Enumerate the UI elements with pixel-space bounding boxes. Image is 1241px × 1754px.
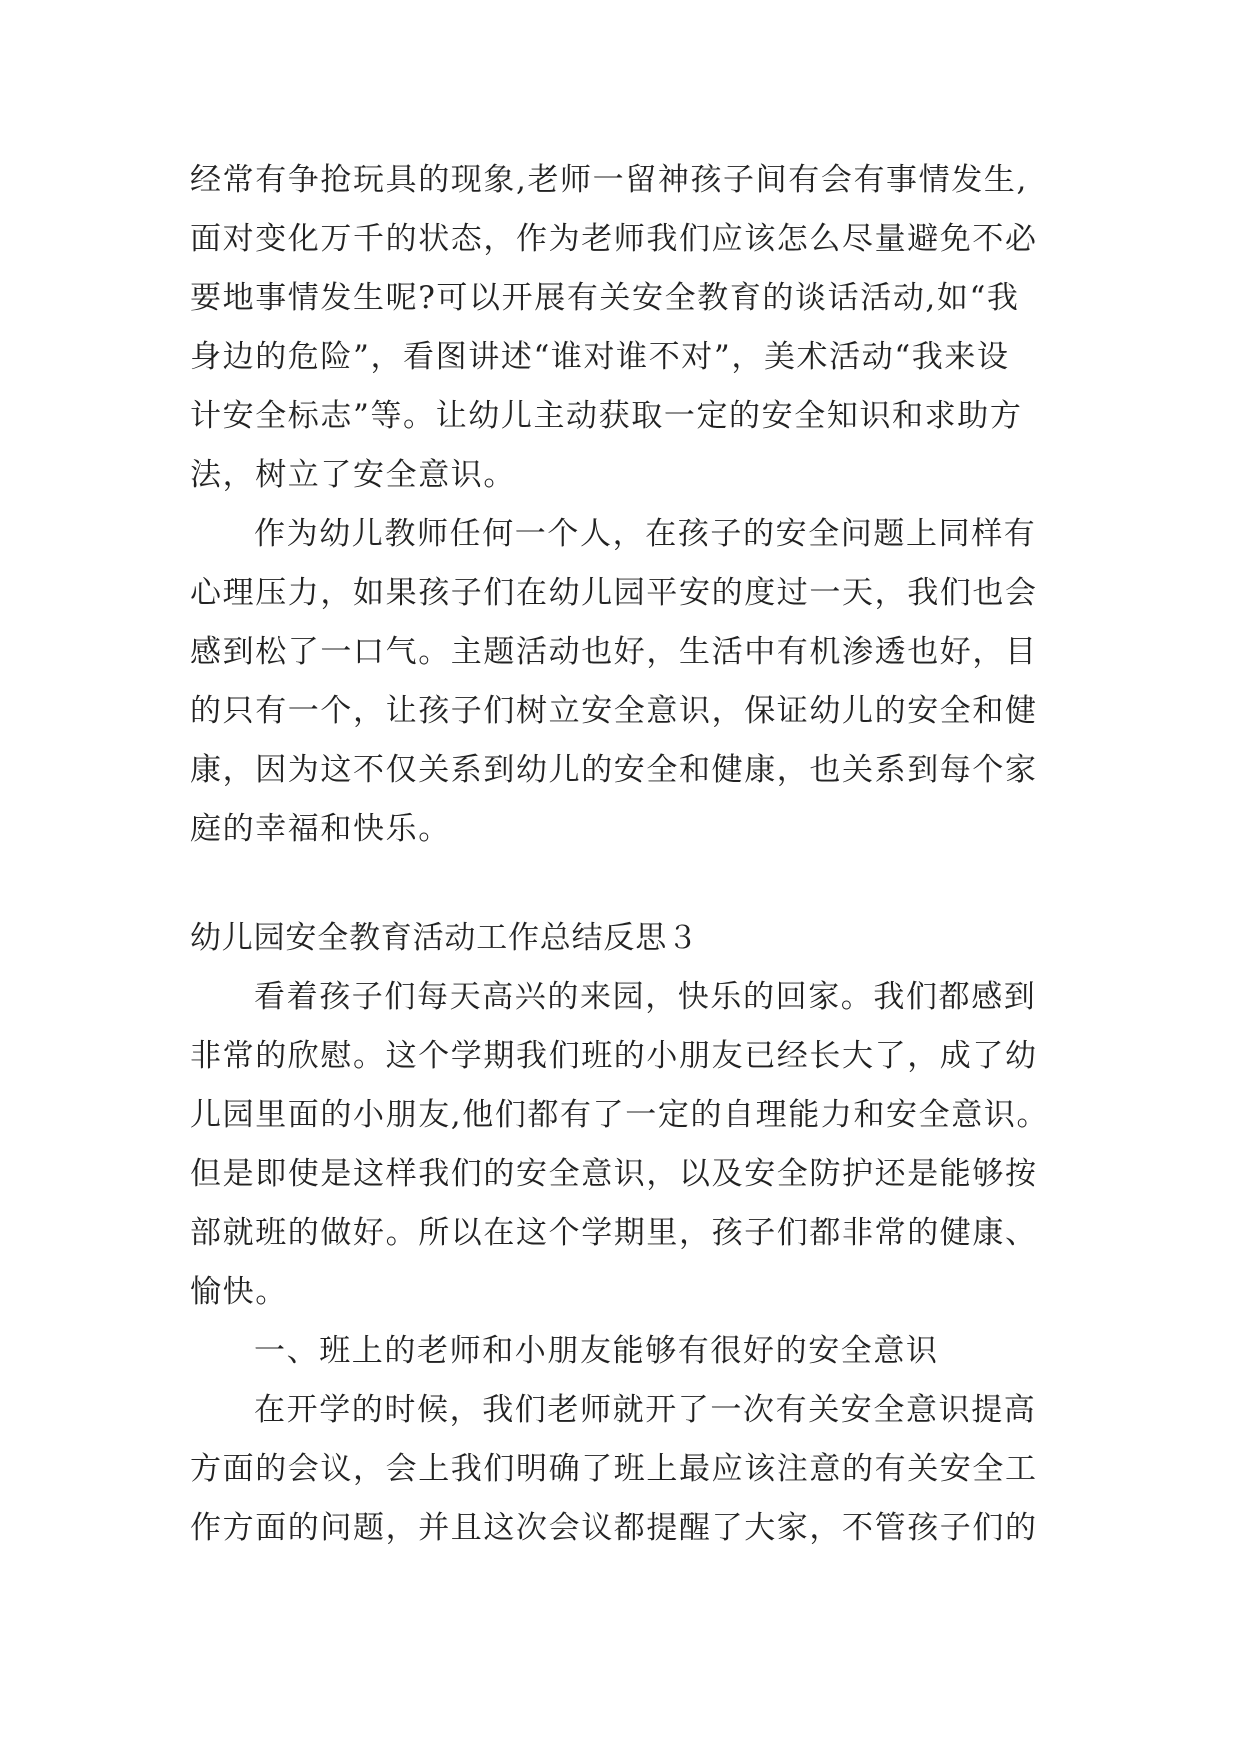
subsection-heading: 一、班上的老师和小朋友能够有很好的安全意识 [254, 1333, 939, 1369]
text-line: 但是即使是这样我们的安全意识，以及安全防护还是能够按 [190, 1156, 1038, 1192]
text-line: 感到松了一口气。主题活动也好，生活中有机渗透也好，目 [190, 634, 1038, 670]
text-line: 心理压力，如果孩子们在幼儿园平安的度过一天，我们也会 [190, 575, 1038, 611]
text-line: 部就班的做好。所以在这个学期里，孩子们都非常的健康、 [190, 1215, 1038, 1251]
text-line: 方面的会议，会上我们明确了班上最应该注意的有关安全工 [190, 1451, 1038, 1487]
text-line: 儿园里面的小朋友,他们都有了一定的自理能力和安全意识。 [190, 1097, 1050, 1133]
text-line: 法，树立了安全意识。 [190, 457, 516, 493]
text-line: 要地事情发生呢?可以开展有关安全教育的谈话活动,如“我 [190, 280, 1020, 316]
text-line: 计安全标志”等。让幼儿主动获取一定的安全知识和求助方 [190, 398, 1023, 434]
text-line: 作方面的问题，并且这次会议都提醒了大家，不管孩子们的 [190, 1510, 1038, 1546]
text-line: 庭的幸福和快乐。 [190, 811, 451, 847]
text-line: 身边的危险”，看图讲述“谁对谁不对”，美术活动“我来设 [190, 339, 1010, 375]
section-heading: 幼儿园安全教育活动工作总结反思３ [190, 920, 699, 956]
paragraph-first-line: 作为幼儿教师任何一个人，在孩子的安全问题上同样有 [254, 516, 1037, 552]
text-line: 面对变化万千的状态，作为老师我们应该怎么尽量避免不必 [190, 221, 1038, 257]
text-line: 非常的欣慰。这个学期我们班的小朋友已经长大了，成了幼 [190, 1038, 1038, 1074]
paragraph-first-line: 看着孩子们每天高兴的来园，快乐的回家。我们都感到 [254, 979, 1037, 1015]
paragraph-first-line: 在开学的时候，我们老师就开了一次有关安全意识提高 [254, 1392, 1037, 1428]
text-line: 愉快。 [190, 1274, 288, 1310]
text-line: 经常有争抢玩具的现象,老师一留神孩子间有会有事情发生, [190, 162, 1028, 198]
text-line: 康，因为这不仅关系到幼儿的安全和健康，也关系到每个家 [190, 752, 1038, 788]
text-line: 的只有一个，让孩子们树立安全意识，保证幼儿的安全和健 [190, 693, 1038, 729]
